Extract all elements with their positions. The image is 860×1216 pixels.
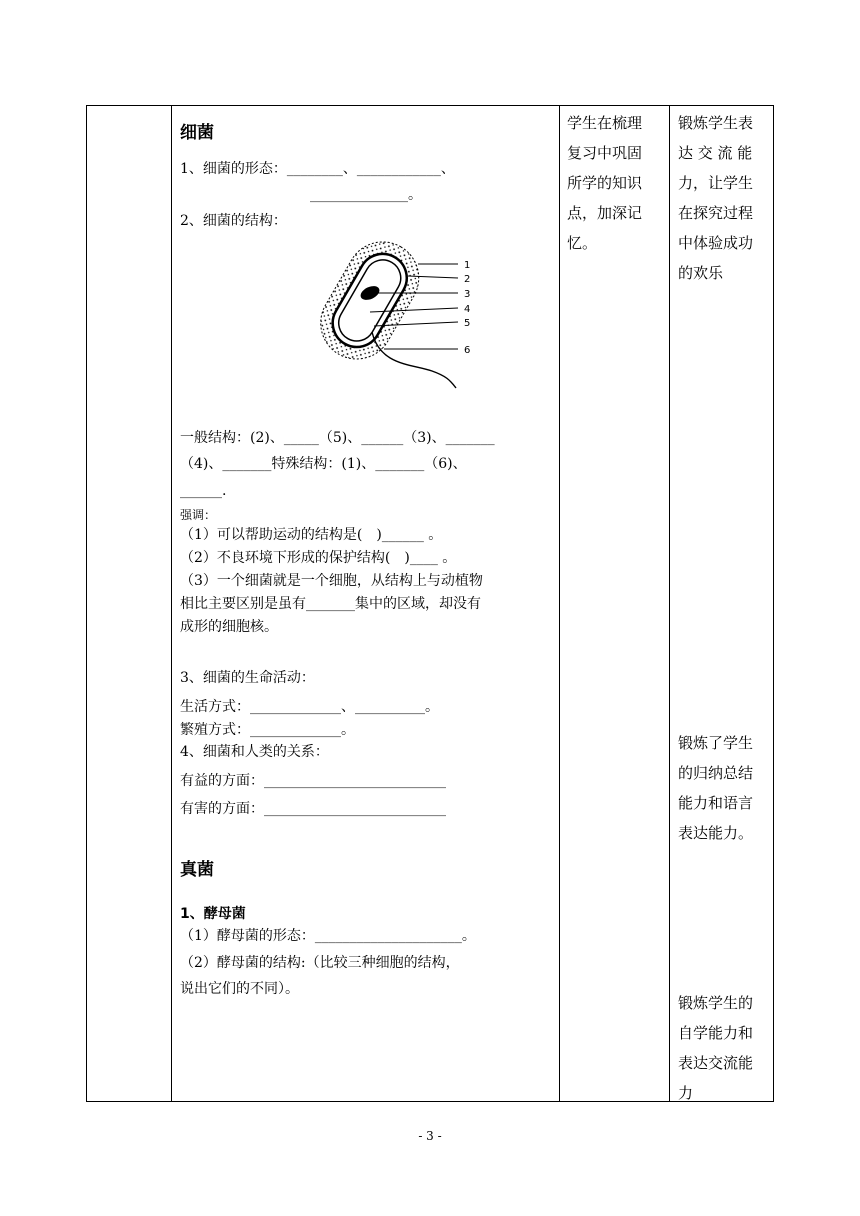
diagram-label-3: 3 [464,289,471,300]
bacteria-shape-line: 1、细菌的形态：________、____________、 [180,161,455,177]
general-structure-line1: 一般结构：(2)、_____（5)、______（3)、_______ [180,430,495,446]
column-divider [669,106,670,1101]
beneficial-line: 有益的方面：__________________________ [180,773,446,789]
reproduction-line: 繁殖方式：_____________。 [180,722,355,738]
general-structure-line3: ______. [180,483,227,499]
page-number: - 3 - [418,1129,442,1143]
design-intent-text-3: 锻炼学生的 自学能力和 表达交流能 力 [678,994,754,1102]
student-activity-text: 学生在梳理 复习中巩固 所学的知识 点，加深记 忆。 [567,114,643,252]
diagram-label-6: 6 [464,345,471,356]
bacteria-life-heading: 3、细菌的生命活动： [180,670,315,686]
diagram-label-5: 5 [464,318,471,329]
bacteria-diagram [300,236,480,390]
emphasis-item-1: （1）可以帮助运动的结构是( )______ 。 [180,527,443,543]
column-divider [171,106,172,1101]
yeast-heading: 1、酵母菌 [180,906,246,922]
design-intent-text-1: 锻炼学生表 达 交 流 能 力，让学生 在探究过程 中体验成功 的欢乐 [678,114,754,282]
design-intent-text-2: 锻炼了学生 的归纳总结 能力和语言 表达能力。 [678,734,754,842]
yeast-structure-line: （2）酵母菌的结构:（比较三种细胞的结构， [180,955,460,971]
yeast-structure-line-cont: 说出它们的不同）。 [180,981,299,997]
diagram-label-4: 4 [464,304,471,315]
emphasis-item-3-end: 成形的细胞核。 [180,619,278,635]
bacteria-heading: 细菌 [180,123,214,143]
emphasis-item-2: （2）不良环境下形成的保护结构( )____ 。 [180,550,457,566]
harmful-line: 有害的方面：__________________________ [180,801,446,817]
yeast-shape-line: （1）酵母菌的形态：_____________________。 [180,928,476,944]
bacteria-shape-line-cont: ______________。 [310,187,422,203]
emphasis-item-3: （3）一个细菌就是一个细胞，从结构上与动植物 [180,573,483,589]
emphasis-item-3-cont: 相比主要区别是虽有_______集中的区域，却没有 [180,596,481,612]
bacteria-structure-line: 2、细菌的结构： [180,213,287,229]
diagram-label-1: 1 [464,260,471,271]
lifestyle-line: 生活方式：_____________、__________。 [180,699,439,715]
emphasis-label: 强调： [180,508,217,522]
diagram-label-2: 2 [464,274,471,285]
general-structure-line2: （4)、_______特殊结构：(1)、_______（6)、 [180,456,467,472]
column-divider [559,106,560,1101]
human-relation-heading: 4、细菌和人类的关系： [180,744,329,760]
fungi-heading: 真菌 [180,860,214,880]
